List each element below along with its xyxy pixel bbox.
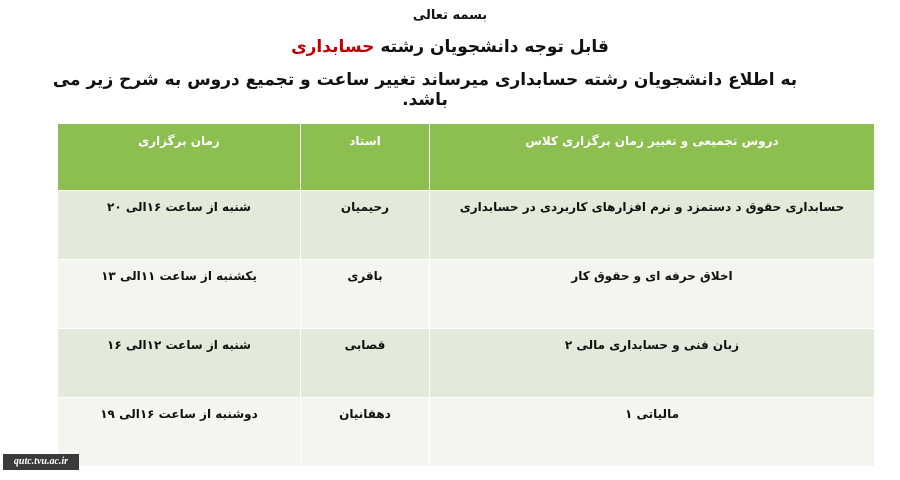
- cell-course: زبان فنی و حسابداری مالی ۲: [430, 329, 875, 398]
- cell-teacher: دهقانیان: [301, 398, 430, 467]
- title-prefix: قابل توجه دانشجویان رشته: [374, 37, 609, 57]
- cell-course: حسابداری حقوق د دستمزد و نرم افزارهای کاربردی در حسابداری: [430, 191, 875, 260]
- table-header-row: [58, 124, 874, 191]
- cell-time: دوشنبه از ساعت ۱۶الی ۱۹: [58, 398, 301, 467]
- header-course: دروس تجمیعی و تغییر زمان برگزاری کلاس: [430, 124, 875, 191]
- schedule-table: [58, 124, 874, 466]
- cell-teacher: باقری: [301, 260, 430, 329]
- table-row: [58, 398, 874, 467]
- cell-course: مالیاتی ۱: [430, 398, 875, 467]
- table-row: [58, 191, 874, 260]
- cell-teacher: رحیمیان: [301, 191, 430, 260]
- invocation-heading: بسمه تعالی: [412, 8, 488, 23]
- announcement-intro: به اطلاع دانشجویان رشته حسابداری میرساند تغییر ساعت و تجمیع دروس به شرح زیر می باشد.: [52, 70, 798, 110]
- table-row: [58, 260, 874, 329]
- table-row: [58, 329, 874, 398]
- announcement-title: [0, 37, 900, 57]
- cell-course: اخلاق حرفه ای و حقوق کار: [430, 260, 875, 329]
- cell-time: شنبه از ساعت ۱۶الی ۲۰: [58, 191, 301, 260]
- site-url-badge: qutc.tvu.ac.ir: [3, 454, 79, 470]
- cell-time: شنبه از ساعت ۱۲الی ۱۶: [58, 329, 301, 398]
- header-teacher: استاد: [301, 124, 430, 191]
- title-field-name: حسابداری: [291, 37, 375, 57]
- cell-teacher: قصابی: [301, 329, 430, 398]
- cell-time: یکشنبه از ساعت ۱۱الی ۱۳: [58, 260, 301, 329]
- header-time: زمان برگزاری: [58, 124, 301, 191]
